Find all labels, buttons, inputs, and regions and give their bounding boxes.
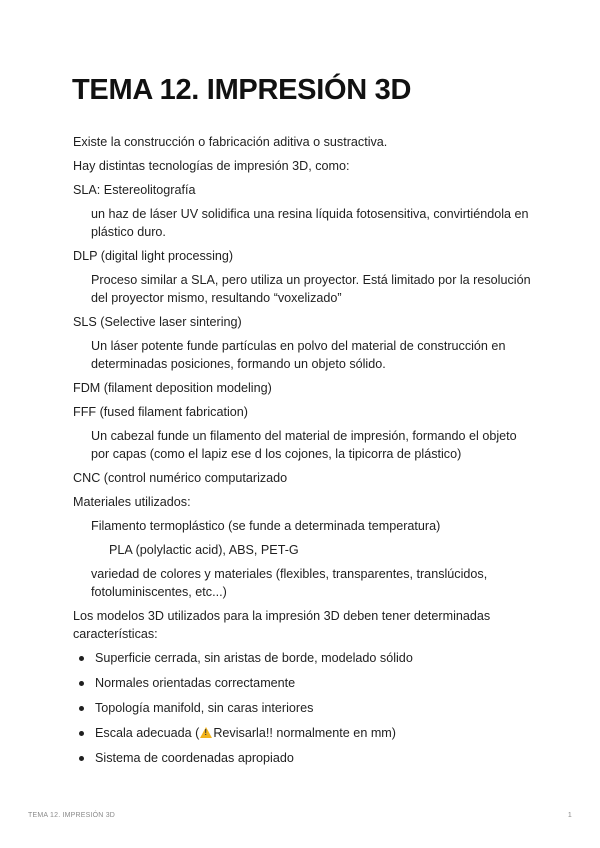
document-body (73, 133, 533, 774)
list-item: Topología manifold, sin caras interiores (73, 699, 533, 717)
warning-icon (200, 727, 212, 738)
heading-cnc: CNC (control numérico computarizado (73, 471, 288, 485)
paragraph-models: Los modelos 3D utilizados para la impresión 3D deben tener determinadas características: (73, 609, 491, 641)
bullet-icon (79, 756, 84, 761)
list-item: Escala adecuada (! Revisarla!! normalmente en mm) (73, 724, 533, 742)
bullet-icon (79, 731, 84, 736)
list-item: Superficie cerrada, sin aristas de borde, modelado sólido (73, 649, 533, 667)
materials-filament: Filamento termoplástico (se funde a determinada temperatura) (91, 519, 441, 533)
list-item: Sistema de coordenadas apropiado (73, 749, 533, 767)
dlp-description: Proceso similar a SLA, pero utiliza un proyector. Está limitado por la resolución del proyector mismo, resultando “voxelizado” (91, 273, 531, 305)
sls-description: Un láser potente funde partículas en polvo del material de construcción en determinadas posiciones, formando un objeto sólido. (91, 339, 506, 371)
heading-fdm: FDM (filament deposition modeling) (73, 381, 272, 395)
sla-description: un haz de láser UV solidifica una resina líquida fotosensitiva, convirtiéndola en plástico duro. (91, 207, 529, 239)
footer-title: TEMA 12. IMPRESIÓN 3D (28, 812, 116, 819)
materials-pla: PLA (polylactic acid), ABS, PET-G (109, 543, 299, 557)
heading-dlp: DLP (digital light processing) (73, 249, 234, 263)
list-item: Normales orientadas correctamente (73, 674, 533, 692)
bullet-icon (79, 706, 84, 711)
bullet-icon (79, 656, 84, 661)
paragraph-intro: Existe la construcción o fabricación aditiva o sustractiva. (73, 135, 388, 149)
paragraph-technologies: Hay distintas tecnologías de impresión 3D, como: (73, 159, 350, 173)
heading-sla: SLA: Estereolitografía (73, 183, 196, 197)
fff-description: Un cabezal funde un filamento del material de impresión, formando el objeto por capas (como el lapiz ese d los cojones, la tipicorra de plástico) (91, 429, 517, 461)
heading-materials: Materiales utilizados: (73, 495, 191, 509)
bullet-icon (79, 681, 84, 686)
page-number: 1 (567, 812, 572, 819)
page-title: TEMA 12. IMPRESIÓN 3D (72, 74, 412, 106)
materials-variety: variedad de colores y materiales (flexibles, transparentes, translúcidos, fotoluminiscentes, etc...) (91, 567, 488, 599)
heading-sls: SLS (Selective laser sintering) (73, 315, 242, 329)
heading-fff: FFF (fused filament fabrication) (73, 405, 248, 419)
requirements-list (73, 649, 533, 767)
